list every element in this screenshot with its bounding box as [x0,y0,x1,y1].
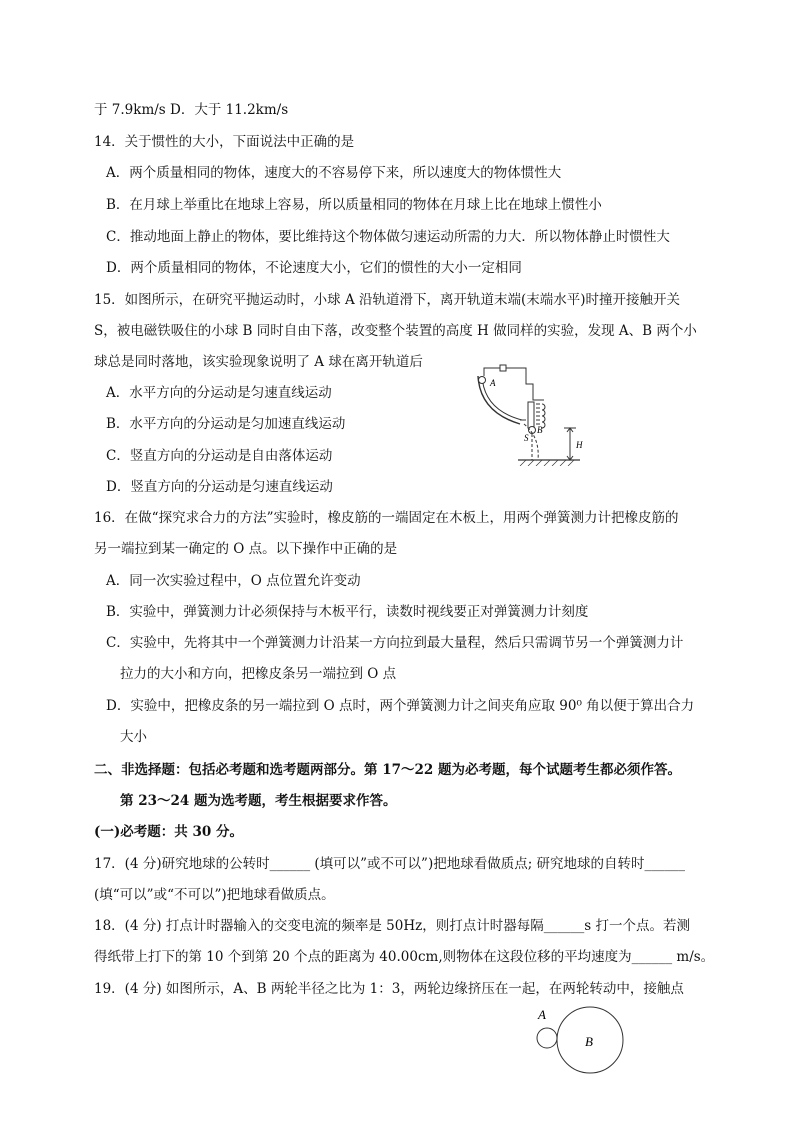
section-2-heading-line1: 二、非选择题：包括必考题和选考题两部分。第 17～22 题为必考题，每个试题考生都必须作答。 [94,762,681,778]
q15-option-c: C．竖直方向的分运动是自由落体运动 [106,448,333,464]
q16-stem-line1: 16．在做“探究求合力的方法”实验时，橡皮筋的一端固定在木板上，用两个弹簧测力计把橡皮筋的 [94,510,679,526]
fig15-label-b: B [537,425,543,435]
q14-option-b: B．在月球上举重比在地球上容易，所以质量相同的物体在月球上比在地球上惯性小 [106,197,602,213]
q14-stem: 14．关于惯性的大小，下面说法中正确的是 [94,134,355,150]
q17-line1: 17．(4 分)研究地球的公转时______ (填可以”或不可以”)把地球看做质点; 研究地球的自转时______ [94,856,686,872]
q19-wheels-figure [532,1002,632,1082]
q15-option-d: D．竖直方向的分运动是匀速直线运动 [106,479,333,495]
fig19-label-b: B [585,1034,593,1049]
q16-option-b: B．实验中，弹簧测力计必须保持与木板平行，读数时视线要正对弹簧测力计刻度 [106,604,589,620]
fig15-label-h: H [576,440,583,450]
q16-option-a: A．同一次实验过程中，O 点位置允许变动 [106,573,361,589]
q15-option-a: A．水平方向的分运动是匀速直线运动 [106,385,332,401]
q15-apparatus-figure [470,362,600,466]
fig15-label-s: S [524,433,529,443]
section-2-heading-line2: 第 23～24 题为选考题，考生根据要求作答。 [120,793,397,809]
q16-option-d-line1: D．实验中，把橡皮条的另一端拉到 O 点时，两个弹簧测力计之间夹角应取 90⁰ 角以便于算出合力 [106,698,695,714]
q14-option-d: D．两个质量相同的物体，不论速度大小，它们的惯性的大小一定相同 [106,260,522,276]
q13-tail: 于 7.9km/s D．大于 11.2km/s [94,102,289,118]
q15-stem-line2: S，被电磁铁吸住的小球 B 同时自由下落，改变整个装置的高度 H 做同样的实验，发现 A、B 两个小 [94,323,697,339]
q16-option-c-line2: 拉力的大小和方向，把橡皮条另一端拉到 O 点 [120,666,397,682]
q15-stem-line3: 球总是同时落地，该实验现象说明了 A 球在离开轨道后 [94,354,423,370]
q14-option-c: C．推动地面上静止的物体，要比维持这个物体做匀速运动所需的力大．所以物体静止时惯性大 [106,229,670,245]
fig15-label-a: A [490,378,496,388]
q16-option-d-line2: 大小 [120,729,147,745]
required-section-heading: (一)必考题：共 30 分。 [94,824,243,840]
fig19-label-a: A [538,1007,546,1022]
q14-option-a: A．两个质量相同的物体，速度大的不容易停下来，所以速度大的物体惯性大 [106,165,562,181]
q19-line1: 19．(4 分) 如图所示，A、B 两轮半径之比为 1：3，两轮边缘挤压在一起，在两轮转动中，接触点 [94,981,684,997]
q18-line1: 18．(4 分) 打点计时器输入的交变电流的频率是 50Hz，则打点计时器每隔______s 打一个点。若测 [94,918,690,934]
q18-line2: 得纸带上打下的第 10 个到第 20 个点的距离为 40.00cm,则物体在这段位移的平均速度为______ m/s。 [94,949,715,965]
q15-option-b: B．水平方向的分运动是匀加速直线运动 [106,416,346,432]
q16-stem-line2: 另一端拉到某一确定的 O 点。以下操作中正确的是 [94,541,398,557]
q17-line2: (填“可以”或“不可以”)把地球看做质点。 [94,887,335,903]
q16-option-c-line1: C．实验中，先将其中一个弹簧测力计沿某一方向拉到最大量程，然后只需调节另一个弹簧测力计 [106,635,684,651]
q15-stem-line1: 15．如图所示，在研究平抛运动时，小球 A 沿轨道滑下，离开轨道末端(末端水平)时撞开接触开关 [94,292,681,308]
